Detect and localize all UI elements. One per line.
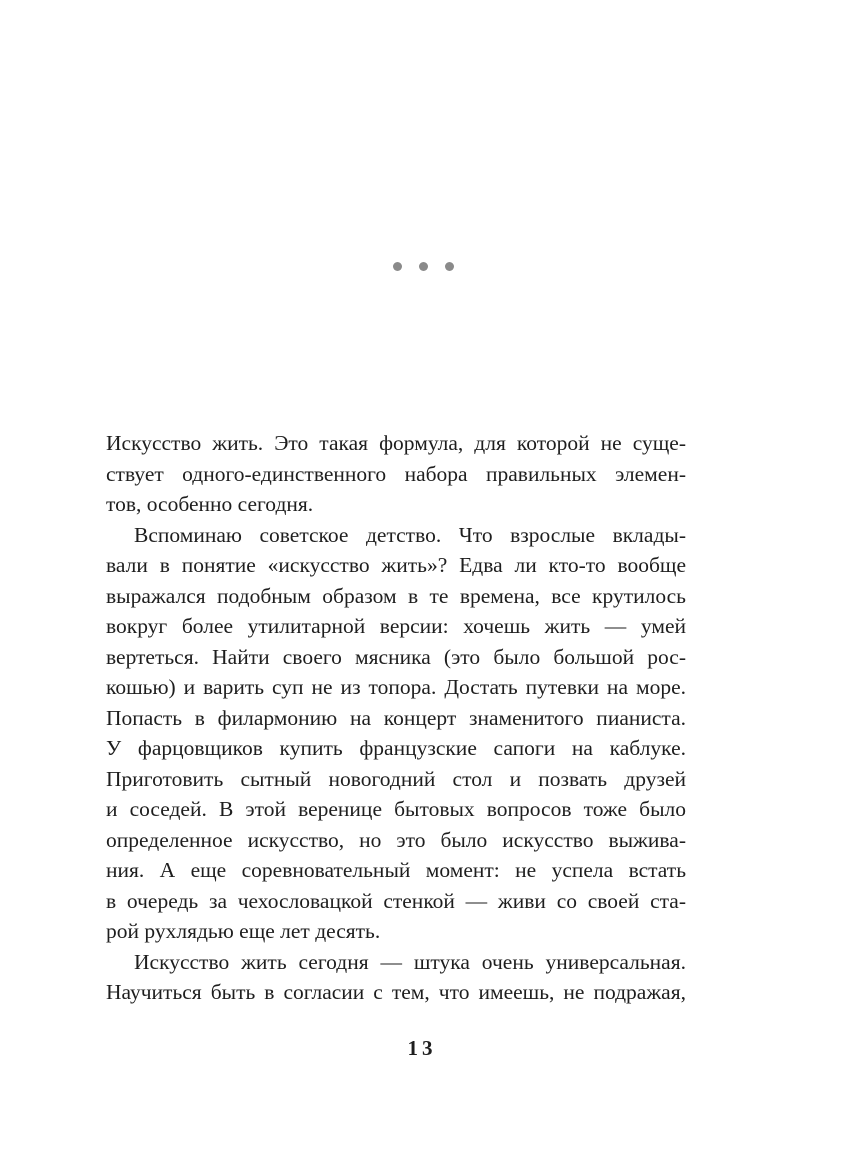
text-line: ствует одного-единственного набора правильных элемен- bbox=[106, 461, 686, 486]
text-line: Приготовить сытный новогодний стол и позвать друзей bbox=[106, 766, 686, 791]
text-line: и соседей. В этой веренице бытовых вопросов тоже было bbox=[106, 797, 686, 821]
section-break-ornament bbox=[0, 262, 844, 278]
text-line: кошью) и варить суп не из топора. Достать путевки на море. bbox=[106, 675, 686, 699]
text-line: ния. А еще соревновательный момент: не успела встать bbox=[106, 858, 686, 882]
body-text bbox=[106, 428, 686, 1008]
ornament-dot bbox=[419, 262, 428, 271]
ornament-dot bbox=[445, 262, 454, 271]
page-number: 13 bbox=[407, 1036, 437, 1060]
text-line: определенное искусство, но это было искусство выжива- bbox=[106, 827, 686, 852]
text-line: вокруг более утилитарной версии: хочешь жить — умей bbox=[106, 614, 686, 638]
text-line: Вспоминаю советское детство. Что взрослые вклады- bbox=[134, 522, 686, 547]
text-line: вали в понятие «искусство жить»? Едва ли кто-то вообще bbox=[106, 553, 686, 577]
text-line: Попасть в филармонию на концерт знаменитого пианиста. bbox=[106, 705, 686, 730]
text-line: тов, особенно сегодня. bbox=[106, 492, 314, 516]
text-line: Искусство жить сегодня — штука очень универсальная. bbox=[134, 949, 686, 974]
text-line: вертеться. Найти своего мясника (это было большой рос- bbox=[106, 644, 686, 669]
text-line: рой рухлядью еще лет десять. bbox=[106, 919, 381, 943]
text-line: Научиться быть в согласии с тем, что имеешь, не подражая, bbox=[106, 980, 686, 1004]
ornament-dot bbox=[393, 262, 402, 271]
text-line: Искусство жить. Это такая формула, для которой не суще- bbox=[106, 431, 686, 455]
text-line: выражался подобным образом в те времена, все крутилось bbox=[106, 583, 686, 608]
text-line: в очередь за чехословацкой стенкой — живи со своей ста- bbox=[106, 888, 686, 913]
text-line: У фарцовщиков купить французские сапоги на каблуке. bbox=[106, 736, 686, 760]
